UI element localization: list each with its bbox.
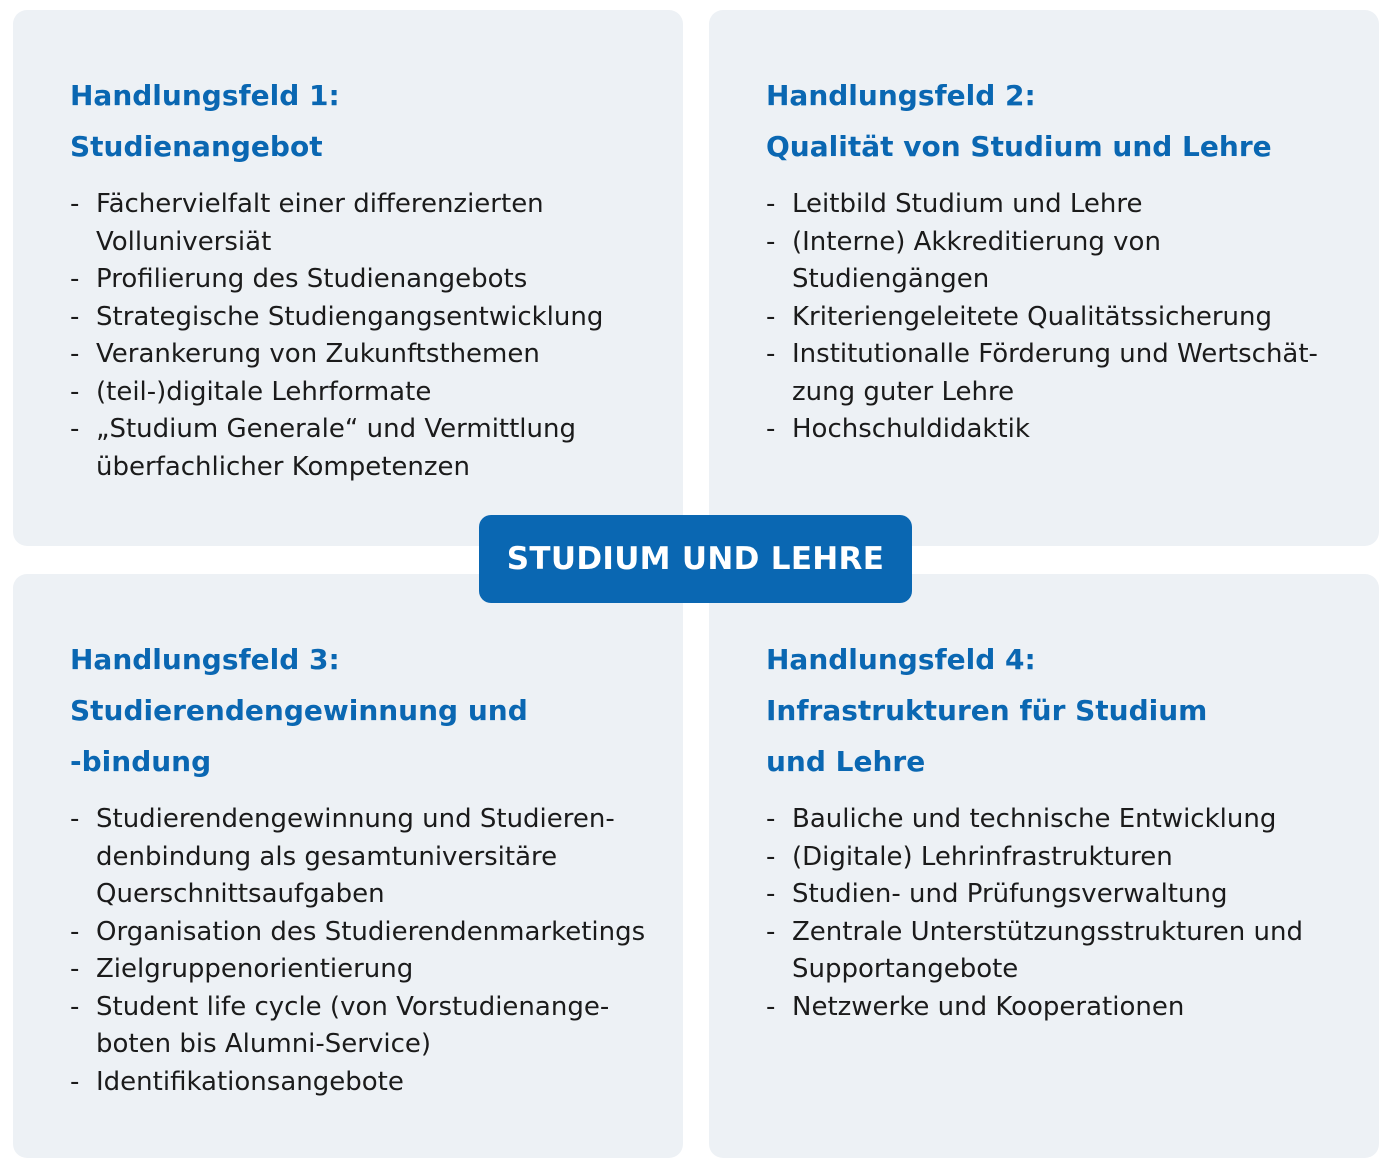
item-line: - Kriteriengeleitete Qualitätssicherung [792,301,1273,332]
center-badge: STUDIUM UND LEHRE [479,515,912,603]
list-item [70,914,663,952]
panel-handlungsfeld-2 [709,10,1379,546]
item-line: - Organisation des Studierendenmarketings [96,916,646,947]
item-line: - Strategische Studiengangsentwicklung [96,301,604,332]
list-item [70,336,663,374]
list-item [766,186,1359,224]
item-line: zung guter Lehre [792,376,1015,407]
item-list [70,801,663,1101]
list-item [70,374,663,412]
item-list [766,801,1359,1026]
item-line: - Zielgruppenorientierung [96,954,414,984]
list-item [766,989,1359,1027]
item-line: boten bis Alumni-Service) [96,1029,432,1059]
list-item [766,839,1359,877]
item-line: - Hochschuldidaktik [792,414,1030,444]
heading-line: Infrastrukturen für Studium [766,694,1208,727]
heading-line: und Lehre [766,745,926,778]
list-item [70,951,663,989]
item-line: - Studierendengewinnung und Studieren- [96,804,615,834]
item-line: - Bauliche und technische Entwicklung [792,804,1277,834]
panel-content [766,634,1359,1026]
heading-line: Handlungsfeld 2: [766,79,1036,112]
list-item [766,914,1359,989]
panel-handlungsfeld-4 [709,574,1379,1158]
list-item [70,186,663,261]
item-line: - Studien- und Prüfungsverwaltung [792,879,1228,909]
item-line: - Zentrale Unterstützungsstrukturen und [792,916,1303,947]
item-list [766,186,1359,449]
panel-handlungsfeld-3 [13,574,683,1158]
list-item [766,411,1359,449]
item-line: - (Interne) Akkreditierung von [792,226,1161,257]
list-item [70,989,663,1064]
heading-line: Studierendengewinnung und [70,694,528,727]
item-line: denbindung als gesamtuniversitäre [96,841,558,872]
item-line: Studiengängen [792,264,990,294]
list-item [70,299,663,337]
item-list [70,186,663,486]
list-item [766,801,1359,839]
item-line: - Student life cycle (von Vorstudienange- [96,991,610,1022]
item-line: überfachlicher Kompetenzen [96,451,470,482]
item-line: - Leitbild Studium und Lehre [792,189,1143,219]
item-line: - (Digitale) Lehrinfrastrukturen [792,841,1173,872]
item-line: - (teil-)digitale Lehrformate [96,376,432,407]
panel-heading [70,70,663,172]
panel-handlungsfeld-1 [13,10,683,546]
panel-heading [766,634,1359,787]
list-item [766,224,1359,299]
panel-heading [70,634,663,787]
list-item [70,801,663,914]
panel-content [70,70,663,486]
item-line: - Identifikationsangebote [96,1066,404,1097]
item-line: Supportangebote [792,954,1019,984]
heading-line: -bindung [70,745,212,778]
heading-line: Handlungsfeld 3: [70,643,340,676]
heading-line: Studienangebot [70,130,323,163]
panel-content [766,70,1359,449]
list-item [766,299,1359,337]
item-line: Volluniversiät [96,226,272,257]
list-item [70,1064,663,1102]
panel-heading [766,70,1359,172]
item-line: - Verankerung von Zukunftsthemen [96,339,540,369]
item-line: - Fächervielfalt einer differenzierten [96,189,544,219]
heading-line: Handlungsfeld 1: [70,79,340,112]
heading-line: Handlungsfeld 4: [766,643,1036,676]
panel-content [70,634,663,1101]
item-line: - Profilierung des Studienangebots [96,264,528,294]
list-item [766,336,1359,411]
item-line: - Institutionalle Förderung und Wertschät- [792,339,1318,369]
item-line: - Netzwerke und Kooperationen [792,991,1185,1022]
list-item [766,876,1359,914]
list-item [70,411,663,486]
list-item [70,261,663,299]
item-line: Querschnittsaufgaben [96,879,385,909]
heading-line: Qualität von Studium und Lehre [766,130,1272,163]
item-line: - „Studium Generale“ und Vermittlung [96,414,576,444]
